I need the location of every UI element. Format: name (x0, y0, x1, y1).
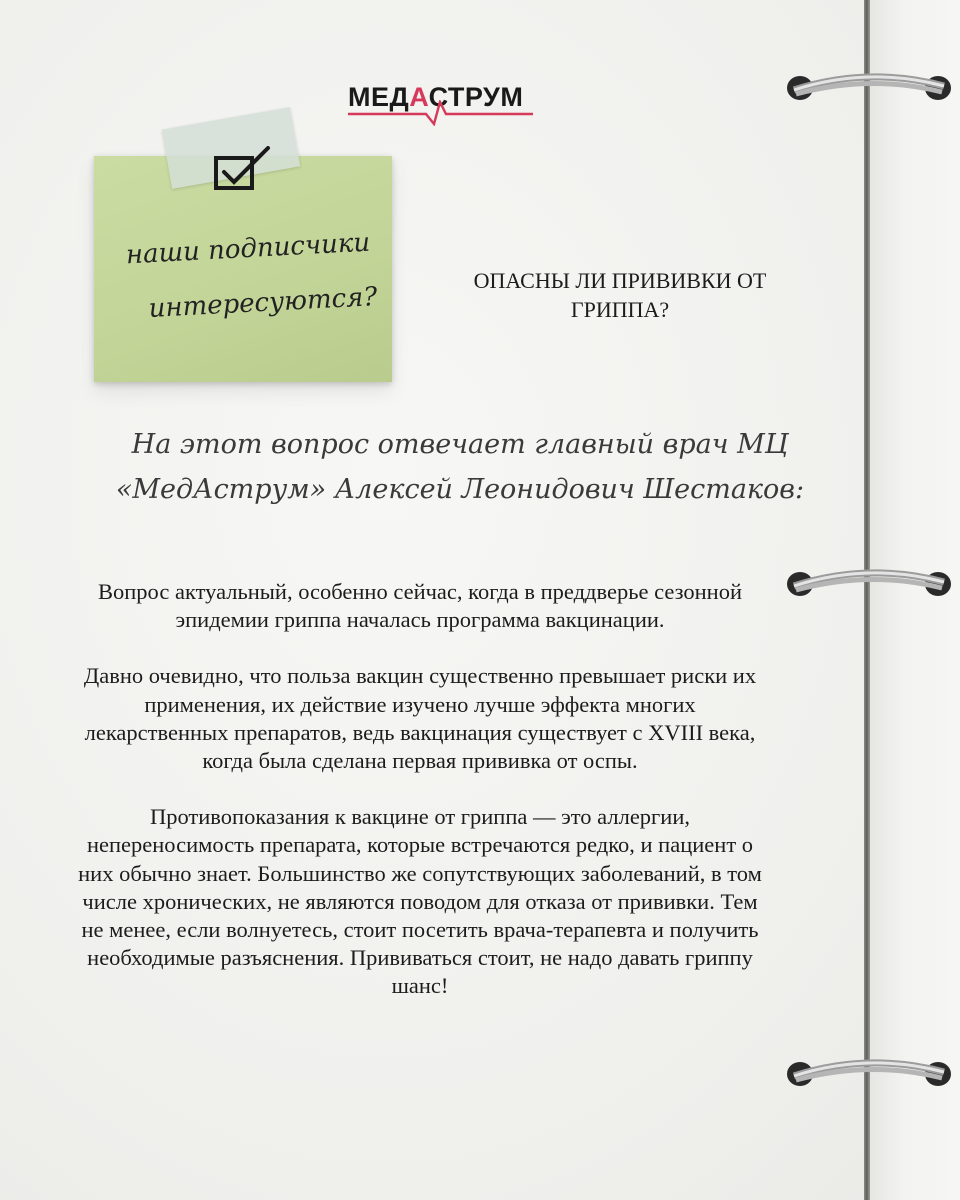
logo-part: СТРУМ (428, 82, 524, 112)
brand-logo (340, 72, 540, 132)
paragraph: Давно очевидно, что польза вакцин существенно превышает риски их применения, их действие изучено лучше эффекта многих лекарственных препаратов, ведь вакцинация существует с XVIII века, когда была сделана первая прививка от оспы. (83, 663, 757, 774)
sticky-note-line: наши подписчики (125, 227, 371, 271)
heartbeat-line-icon (348, 100, 533, 126)
binder-ring-icon (778, 1054, 960, 1094)
binder-ring-icon (778, 68, 960, 108)
page-title: ОПАСНЫ ЛИ ПРИВИВКИ ОТ ГРИППА? (473, 268, 767, 322)
checkbox-checked-icon (208, 146, 276, 198)
sticky-note-text (110, 222, 386, 330)
logo-part: МЕД (348, 82, 410, 112)
binder-ring-icon (778, 564, 960, 604)
logo-accent-letter: А (409, 82, 429, 112)
sticky-note-line: интересуются? (147, 282, 379, 324)
subtitle: На этот вопрос отвечает главный врач МЦ «МедАструм» Алексей Леонидович Шестаков: (115, 429, 805, 505)
article-body (70, 578, 770, 1029)
paragraph: Вопрос актуальный, особенно сейчас, когда в преддверье сезонной эпидемии гриппа началась программа вакцинации. (97, 579, 742, 633)
paragraph: Противопоказания к вакцине от гриппа — это аллергии, непереносимость препарата, которые встречаются редко, и пациент о них обычно знает. Большинство же сопутствующих заболеваний, в том числе хронических, не являются поводом для отказа от прививки. Тем не менее, если волнуетесь, стоит посетить врача-терапевта и получить необходимые разъяснения. Прививаться стоит, не надо давать гриппу шанс! (78, 804, 762, 999)
